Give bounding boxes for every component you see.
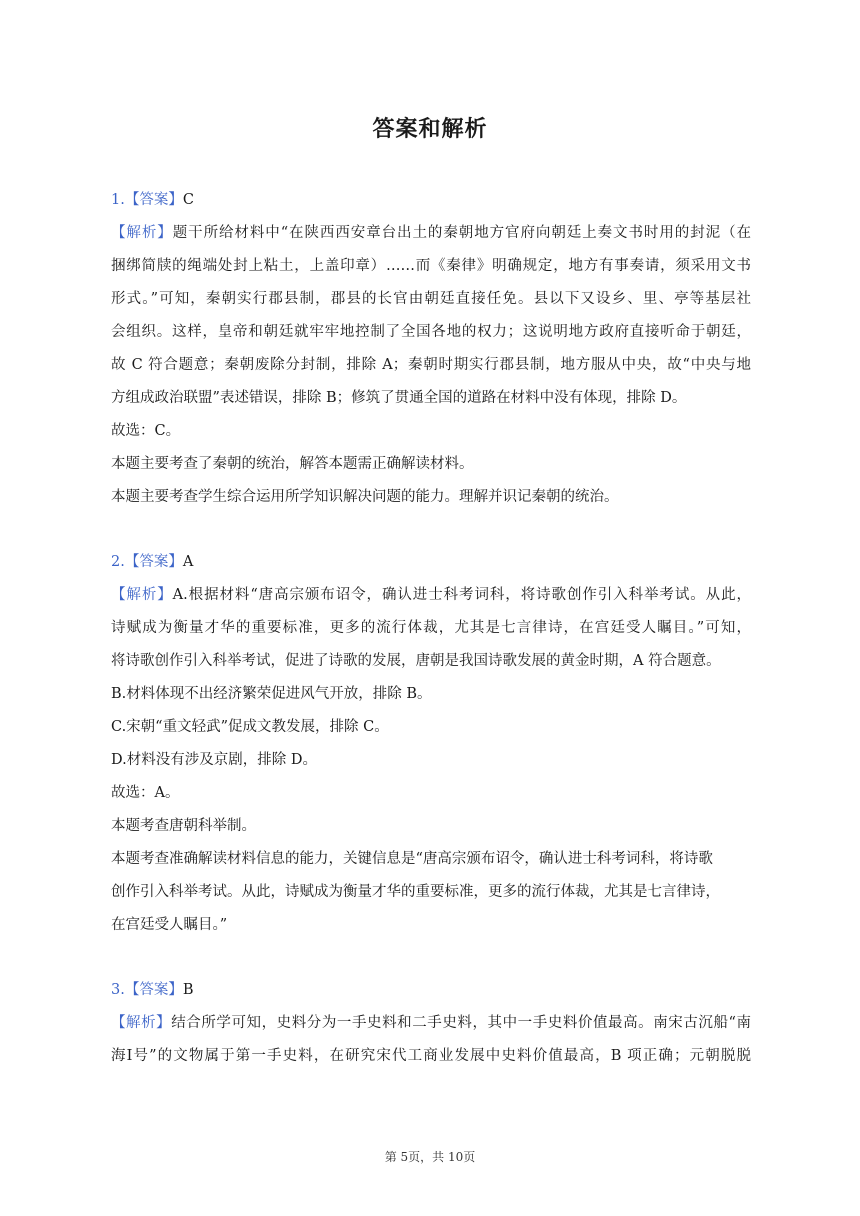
answer-tag: 【答案】 — [124, 192, 183, 208]
analysis-text: 会组织。这样，皇帝和朝廷就牢牢地控制了全国各地的权力；这说明地方政府直接听命于朝廷， — [111, 324, 751, 340]
analysis-text: A.根据材料“唐高宗颁布诏令，确认进士科考词科，将诗歌创作引入科举考试。从此， — [172, 587, 751, 603]
question-gap — [111, 514, 751, 546]
analysis-line — [111, 283, 751, 316]
explanation-line: D.材料没有涉及京剧，排除 D。 — [111, 752, 317, 768]
question-block — [111, 974, 751, 1073]
answer-tag: 【答案】 — [124, 982, 183, 998]
analysis-tag: 【解析】 — [111, 1015, 172, 1031]
answer-value: C — [182, 192, 194, 208]
explanation-line: 本题考查唐朝科举制。 — [111, 818, 256, 834]
explanation-line: B.材料体现不出经济繁荣促进风气开放，排除 B。 — [111, 686, 432, 702]
analysis-line — [111, 217, 751, 250]
analysis-text: 将诗歌创作引入科举考试，促进了诗歌的发展，唐朝是我国诗歌发展的黄金时期，A 符合题意。 — [111, 653, 721, 669]
answer-line — [111, 546, 751, 579]
analysis-line — [111, 1007, 751, 1040]
explanation-line: 本题考查准确解读材料信息的能力，关键信息是“唐高宗颁布诏令，确认进士科考词科，将诗歌 — [111, 851, 713, 867]
analysis-text: 故 C 符合题意；秦朝废除分封制，排除 A；秦朝时期实行郡县制，地方服从中央，故“中央与地 — [111, 357, 751, 373]
answer-value: A — [182, 554, 194, 570]
analysis-text: 题干所给材料中“在陕西西安章台出土的秦朝地方官府向朝廷上奏文书时用的封泥（在 — [172, 225, 751, 241]
analysis-line — [111, 1040, 751, 1073]
analysis-text: 捆绑简牍的绳端处封上粘土，上盖印章）……而《秦律》明确规定，地方有事奏请，须采用文书 — [111, 258, 751, 274]
analysis-tag: 【解析】 — [111, 587, 173, 603]
analysis-line — [111, 579, 751, 612]
analysis-text: 诗赋成为衡量才华的重要标准，更多的流行体裁，尤其是七言律诗，在宫廷受人瞩目。”可知， — [111, 620, 751, 636]
analysis-line — [111, 349, 751, 382]
question-number: 2. — [111, 554, 125, 570]
answer-line — [111, 974, 751, 1007]
page-footer: 第 5页，共 10页 — [384, 1150, 476, 1164]
page-title: 答案和解析 — [372, 117, 488, 142]
answer-value: B — [182, 982, 194, 998]
explanation-line: 创作引入科举考试。从此，诗赋成为衡量才华的重要标准，更多的流行体裁，尤其是七言律诗， — [111, 884, 720, 900]
answer-tag: 【答案】 — [124, 554, 183, 570]
explanation-line: 本题主要考查学生综合运用所学知识解决问题的能力。理解并识记秦朝的统治。 — [111, 489, 619, 505]
question-number: 3. — [111, 982, 125, 998]
analysis-text: 形式。”可知，秦朝实行郡县制，郡县的长官由朝廷直接任免。县以下又设乡、里、亭等基层社 — [111, 291, 751, 307]
question-gap — [111, 942, 751, 974]
analysis-line — [111, 250, 751, 283]
question-block — [111, 184, 751, 514]
analysis-line — [111, 645, 751, 678]
analysis-line — [111, 382, 751, 415]
explanation-line: 故选：C。 — [111, 423, 181, 439]
analysis-tag: 【解析】 — [111, 225, 173, 241]
question-number: 1. — [111, 192, 125, 208]
analysis-text: 海Ⅰ号”的文物属于第一手史料，在研究宋代工商业发展中史料价值最高，B 项正确；元朝脱脱 — [111, 1048, 751, 1064]
explanation-line: 本题主要考查了秦朝的统治，解答本题需正确解读材料。 — [111, 456, 474, 472]
question-block — [111, 546, 751, 942]
analysis-text: 结合所学可知，史料分为一手史料和二手史料，其中一手史料价值最高。南宋古沉船“南 — [171, 1015, 751, 1031]
analysis-line — [111, 316, 751, 349]
explanation-line: 在宫廷受人瞩目。” — [111, 917, 228, 933]
answer-content — [111, 184, 751, 1073]
analysis-line — [111, 612, 751, 645]
explanation-line: 故选：A。 — [111, 785, 180, 801]
explanation-line: C.宋朝“重文轻武”促成文教发展，排除 C。 — [111, 719, 389, 735]
analysis-text: 方组成政治联盟”表述错误，排除 B；修筑了贯通全国的道路在材料中没有体现，排除 D。 — [111, 390, 687, 406]
answer-line — [111, 184, 751, 217]
